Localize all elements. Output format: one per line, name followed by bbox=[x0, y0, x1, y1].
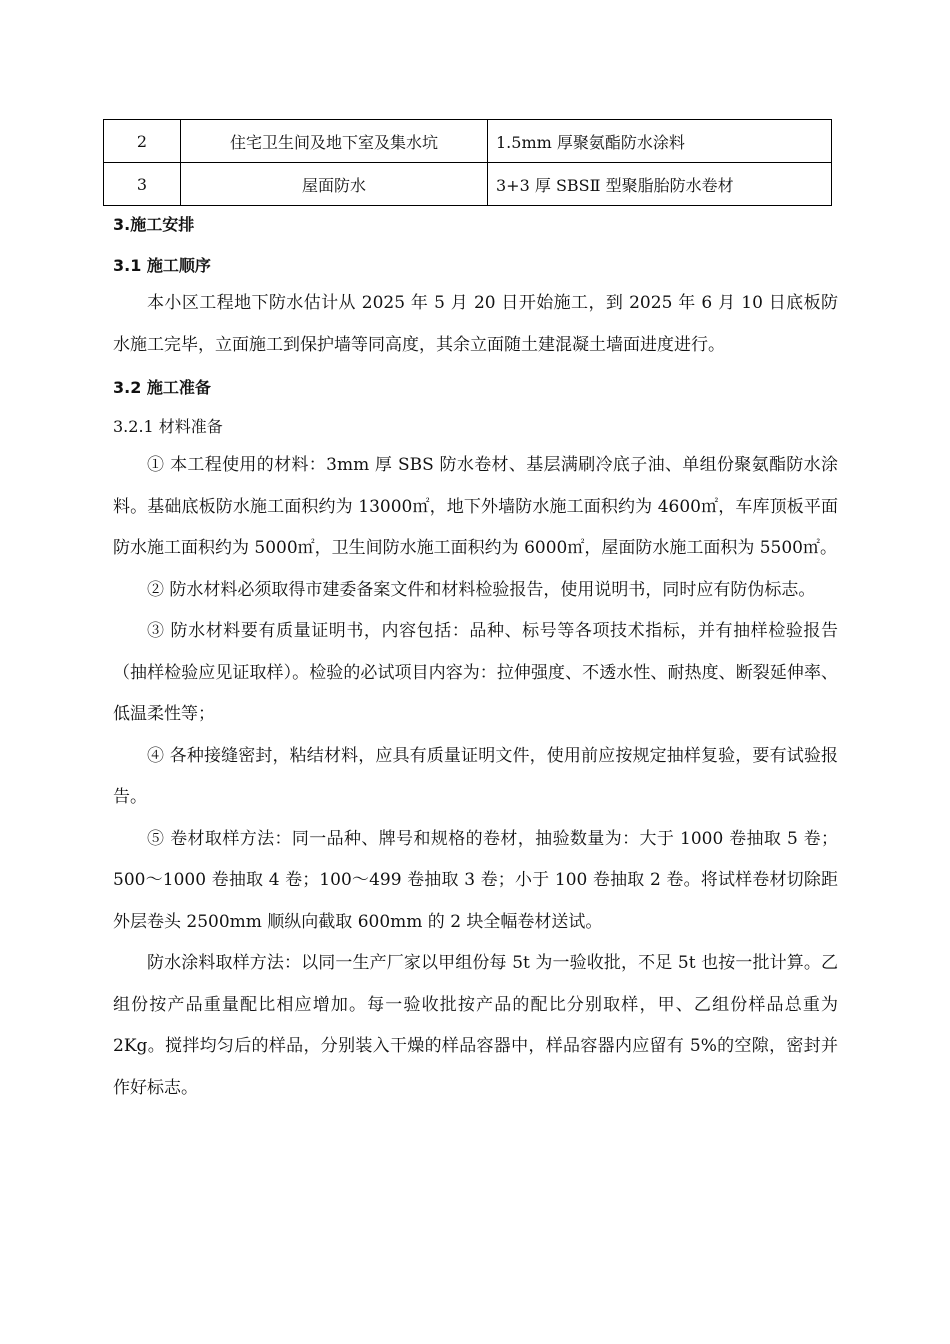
row-number: 2 bbox=[104, 120, 181, 163]
row-material: 3+3 厚 SBSⅡ 型聚脂胎防水卷材 bbox=[488, 163, 832, 206]
waterproof-spec-table bbox=[103, 119, 832, 206]
section-3-2-heading: 3.2 施工准备 bbox=[113, 378, 211, 397]
list-item: ⑤ 卷材取样方法：同一品种、牌号和规格的卷材，抽验数量为：大于 1000 卷抽取 5 卷；500～1000 卷抽取 4 卷；100～499 卷抽取 3 卷；小于 100 卷抽取 2 卷。将试样卷材切除距外层卷头 2500mm 顺纵向截取 600mm 的 2 块全幅卷材送试。 bbox=[113, 828, 838, 932]
list-item: ④ 各种接缝密封，粘结材料，应具有质量证明文件，使用前应按规定抽样复验，要有试验报告。 bbox=[113, 745, 838, 807]
row-location: 住宅卫生间及地下室及集水坑 bbox=[181, 120, 488, 163]
material-list bbox=[113, 445, 838, 1109]
row-material: 1.5mm 厚聚氨酯防水涂料 bbox=[488, 120, 832, 163]
list-item: ① 本工程使用的材料：3mm 厚 SBS 防水卷材、基层满刷冷底子油、单组份聚氨酯防水涂料。基础底板防水施工面积约为 13000㎡，地下外墙防水施工面积约为 4600㎡，车库顶板平面防水施工面积约为 5000㎡，卫生间防水施工面积约为 6000㎡，屋面防水施工面积为 5500㎡。 bbox=[113, 455, 838, 558]
list-item: ② 防水材料必须取得市建委备案文件和材料检验报告，使用说明书，同时应有防伪标志。 bbox=[147, 579, 816, 600]
section-3-2-1-heading: 3.2.1 材料准备 bbox=[113, 417, 223, 436]
row-location: 屋面防水 bbox=[181, 163, 488, 206]
list-item: ③ 防水材料要有质量证明书，内容包括：品种、标号等各项技术指标，并有抽样检验报告（抽样检验应见证取样）。检验的必试项目内容为：拉伸强度、不透水性、耐热度、断裂延伸率、低温柔性等； bbox=[113, 621, 838, 724]
table-row bbox=[104, 163, 832, 206]
table-row bbox=[104, 120, 832, 163]
section-3-1-heading: 3.1 施工顺序 bbox=[113, 256, 211, 275]
section-3-1-paragraph: 本小区工程地下防水估计从 2025 年 5 月 20 日开始施工，到 2025 年 6 月 10 日底板防水施工完毕，立面施工到保护墙等同高度，其余立面随土建混凝土墙面进度进行。 bbox=[113, 293, 838, 355]
section-3-heading: 3.施工安排 bbox=[113, 215, 195, 234]
list-item: 防水涂料取样方法：以同一生产厂家以甲组份每 5t 为一验收批，不足 5t 也按一批计算。乙组份按产品重量配比相应增加。每一验收批按产品的配比分别取样，甲、乙组份样品总重为 2Kg。搅拌均匀后的样品，分别装入干燥的样品容器中，样品容器内应留有 5%的空隙，密封并作好标志。 bbox=[113, 953, 838, 1098]
row-number: 3 bbox=[104, 163, 181, 206]
